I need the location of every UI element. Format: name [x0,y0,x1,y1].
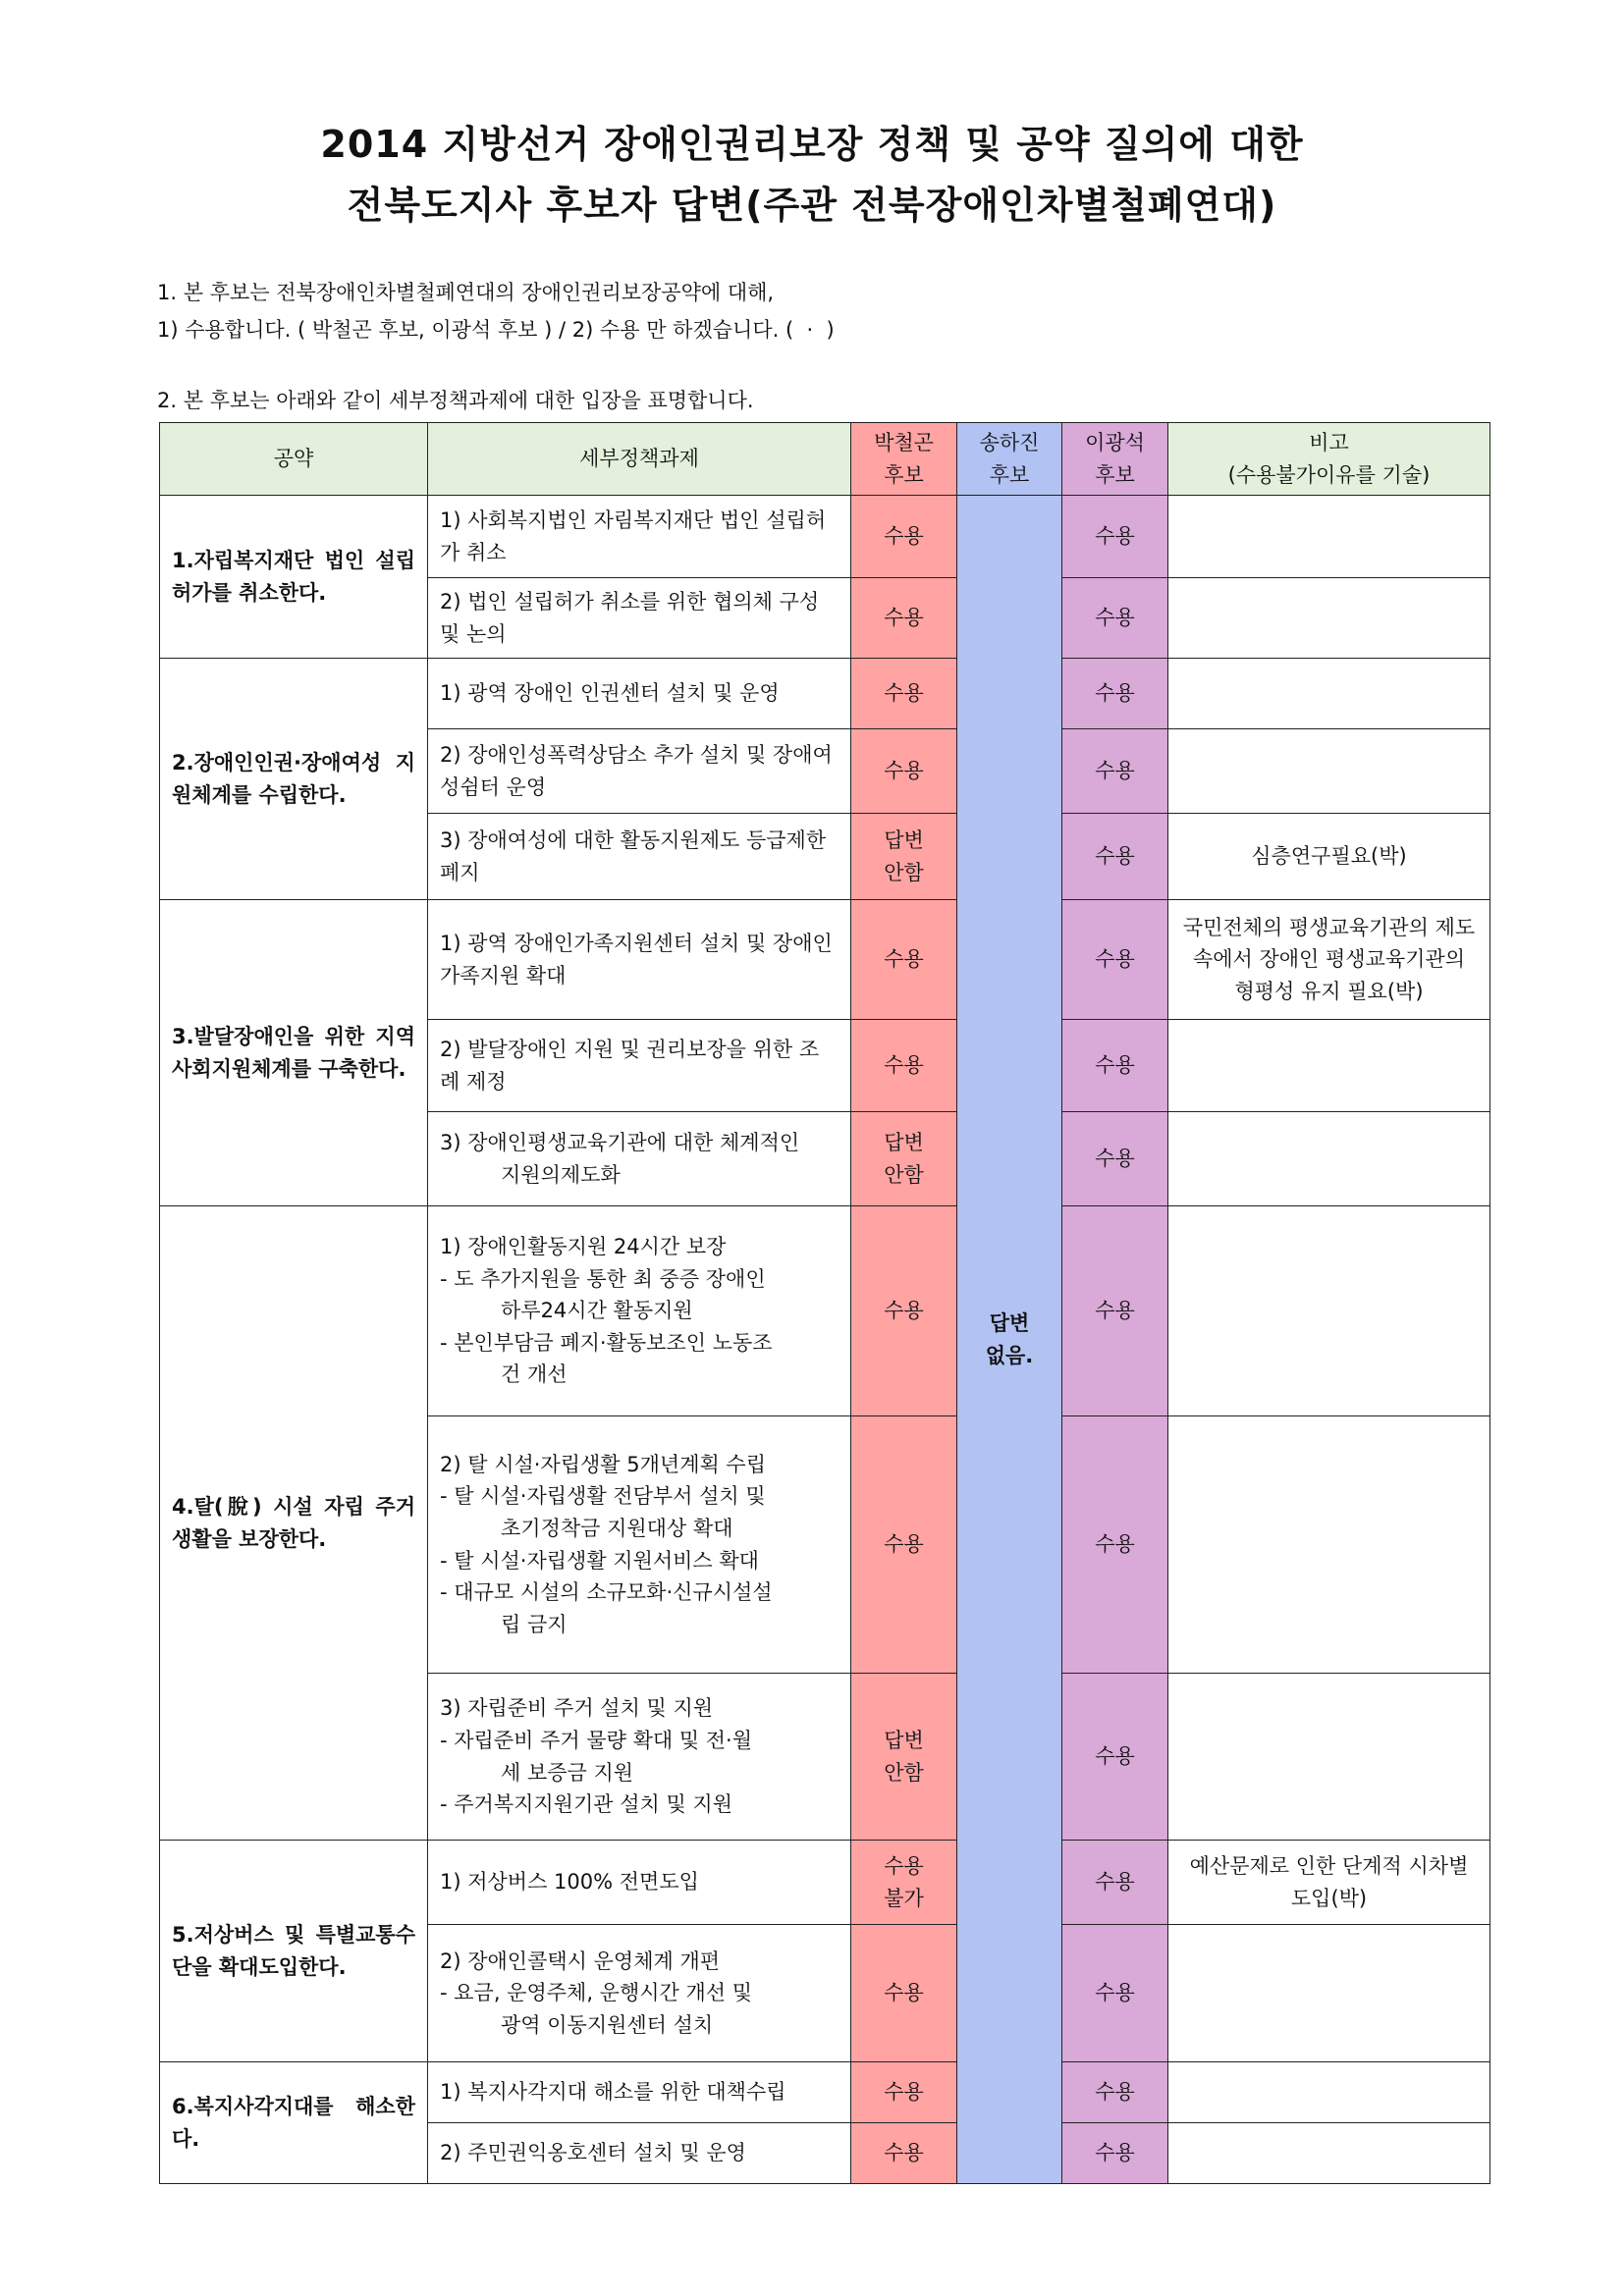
note-3-2 [1168,1020,1490,1112]
note-2-3: 심층연구필요(박) [1168,814,1490,900]
lee-response-1-1: 수용 [1062,496,1168,578]
park-response-4-1: 수용 [851,1206,957,1416]
task-4-2: 2) 탈 시설·자립생활 5개년계획 수립 - 탈 시설·자립생활 전담부서 설치 및 초기정착금 지원대상 확대 - 탈 시설·자립생활 지원서비스 확대 - 대규모 시설의 소규모화·신규시설설 립 금지 [428,1416,851,1674]
task-1-1: 1) 사회복지법인 자림복지재단 법인 설립허가 취소 [428,496,851,578]
table-row [160,1841,1490,1925]
pledge-5: 5.저상버스 및 특별교통수단을 확대도입한다. [160,1841,428,2062]
document-title-line-1: 2014 지방선거 장애인권리보장 정책 및 공약 질의에 대한 [320,123,1304,166]
pledge-3: 3.발달장애인을 위한 지역사회지원체계를 구축한다. [160,900,428,1206]
pledge-2: 2.장애인인권·장애여성 지원체계를 수립한다. [160,659,428,900]
park-response-4-2: 수용 [851,1416,957,1674]
header-park: 박철곤 후보 [851,423,957,496]
table-row [160,1206,1490,1416]
task-3-1: 1) 광역 장애인가족지원센터 설치 및 장애인가족지원 확대 [428,900,851,1020]
lee-response-2-1: 수용 [1062,659,1168,729]
pledge-4: 4.탈(脫) 시설 자립 주거 생활을 보장한다. [160,1206,428,1841]
task-6-2: 2) 주민권익옹호센터 설치 및 운영 [428,2123,851,2184]
header-task: 세부정책과제 [428,423,851,496]
lee-response-1-2: 수용 [1062,578,1168,659]
task-4-1: 1) 장애인활동지원 24시간 보장 - 도 추가지원을 통한 최 중증 장애인 하루24시간 활동지원 - 본인부담금 폐지·활동보조인 노동조 건 개선 [428,1206,851,1416]
park-response-3-3: 답변 안함 [851,1112,957,1206]
note-3-1: 국민전체의 평생교육기관의 제도 속에서 장애인 평생교육기관의 형평성 유지 필요(박) [1168,900,1490,1020]
lee-response-5-2: 수용 [1062,1925,1168,2062]
park-response-6-1: 수용 [851,2062,957,2123]
table-row [160,659,1490,729]
park-response-5-1: 수용 불가 [851,1841,957,1925]
task-5-2: 2) 장애인콜택시 운영체계 개편 - 요금, 운영주체, 운행시간 개선 및 광역 이동지원센터 설치 [428,1925,851,2062]
note-6-1 [1168,2062,1490,2123]
lee-response-4-3: 수용 [1062,1674,1168,1841]
park-response-2-3: 답변 안함 [851,814,957,900]
task-2-3: 3) 장애여성에 대한 활동지원제도 등급제한 폐지 [428,814,851,900]
lee-response-2-3: 수용 [1062,814,1168,900]
park-response-5-2: 수용 [851,1925,957,2062]
note-4-1 [1168,1206,1490,1416]
note-4-2 [1168,1416,1490,1674]
intro-statement-1-options: 1) 수용합니다. ( 박철곤 후보, 이광석 후보 ) / 2) 수용 만 하겠습니다. ( · ) [157,318,835,342]
task-5-1: 1) 저상버스 100% 전면도입 [428,1841,851,1925]
pledge-6: 6.복지사각지대를 해소한다. [160,2062,428,2184]
park-response-3-2: 수용 [851,1020,957,1112]
header-lee: 이광석 후보 [1062,423,1168,496]
lee-response-3-1: 수용 [1062,900,1168,1020]
lee-response-2-2: 수용 [1062,729,1168,814]
park-response-3-1: 수용 [851,900,957,1020]
park-response-2-2: 수용 [851,729,957,814]
header-pledge: 공약 [160,423,428,496]
park-response-2-1: 수용 [851,659,957,729]
park-response-6-2: 수용 [851,2123,957,2184]
policy-response-table [159,422,1490,2184]
note-1-1 [1168,496,1490,578]
table-row [160,2062,1490,2123]
task-4-3: 3) 자립준비 주거 설치 및 지원 - 자립준비 주거 물량 확대 및 전·월 세 보증금 지원 - 주거복지지원기관 설치 및 지원 [428,1674,851,1841]
lee-response-3-2: 수용 [1062,1020,1168,1112]
task-2-2: 2) 장애인성폭력상담소 추가 설치 및 장애여성쉼터 운영 [428,729,851,814]
note-6-2 [1168,2123,1490,2184]
note-4-3 [1168,1674,1490,1841]
table-row [160,900,1490,1020]
pledge-1: 1.자립복지재단 법인 설립허가를 취소한다. [160,496,428,659]
lee-response-6-1: 수용 [1062,2062,1168,2123]
park-response-1-1: 수용 [851,496,957,578]
task-2-1: 1) 광역 장애인 인권센터 설치 및 운영 [428,659,851,729]
note-5-2 [1168,1925,1490,2062]
note-2-1 [1168,659,1490,729]
park-response-1-2: 수용 [851,578,957,659]
lee-response-4-2: 수용 [1062,1416,1168,1674]
intro-statement-1: 1. 본 후보는 전북장애인차별철폐연대의 장애인권리보장공약에 대해, [157,281,775,304]
note-3-3 [1168,1112,1490,1206]
table-row [160,496,1490,578]
lee-response-5-1: 수용 [1062,1841,1168,1925]
lee-response-3-3: 수용 [1062,1112,1168,1206]
note-5-1: 예산문제로 인한 단계적 시차별 도입(박) [1168,1841,1490,1925]
task-6-1: 1) 복지사각지대 해소를 위한 대책수립 [428,2062,851,2123]
intro-statement-2: 2. 본 후보는 아래와 같이 세부정책과제에 대한 입장을 표명합니다. [157,389,754,412]
lee-response-6-2: 수용 [1062,2123,1168,2184]
lee-response-4-1: 수용 [1062,1206,1168,1416]
song-response: 답변 없음. [957,496,1062,2184]
task-3-3: 3) 장애인평생교육기관에 대한 체계적인 지원의제도화 [428,1112,851,1206]
table-header-row [160,423,1490,496]
document-title-line-2: 전북도지사 후보자 답변(주관 전북장애인차별철폐연대) [347,184,1277,227]
note-2-2 [1168,729,1490,814]
header-song: 송하진 후보 [957,423,1062,496]
note-1-2 [1168,578,1490,659]
header-note: 비고 (수용불가이유를 기술) [1168,423,1490,496]
park-response-4-3: 답변 안함 [851,1674,957,1841]
task-1-2: 2) 법인 설립허가 취소를 위한 협의체 구성 및 논의 [428,578,851,659]
task-3-2: 2) 발달장애인 지원 및 권리보장을 위한 조례 제정 [428,1020,851,1112]
